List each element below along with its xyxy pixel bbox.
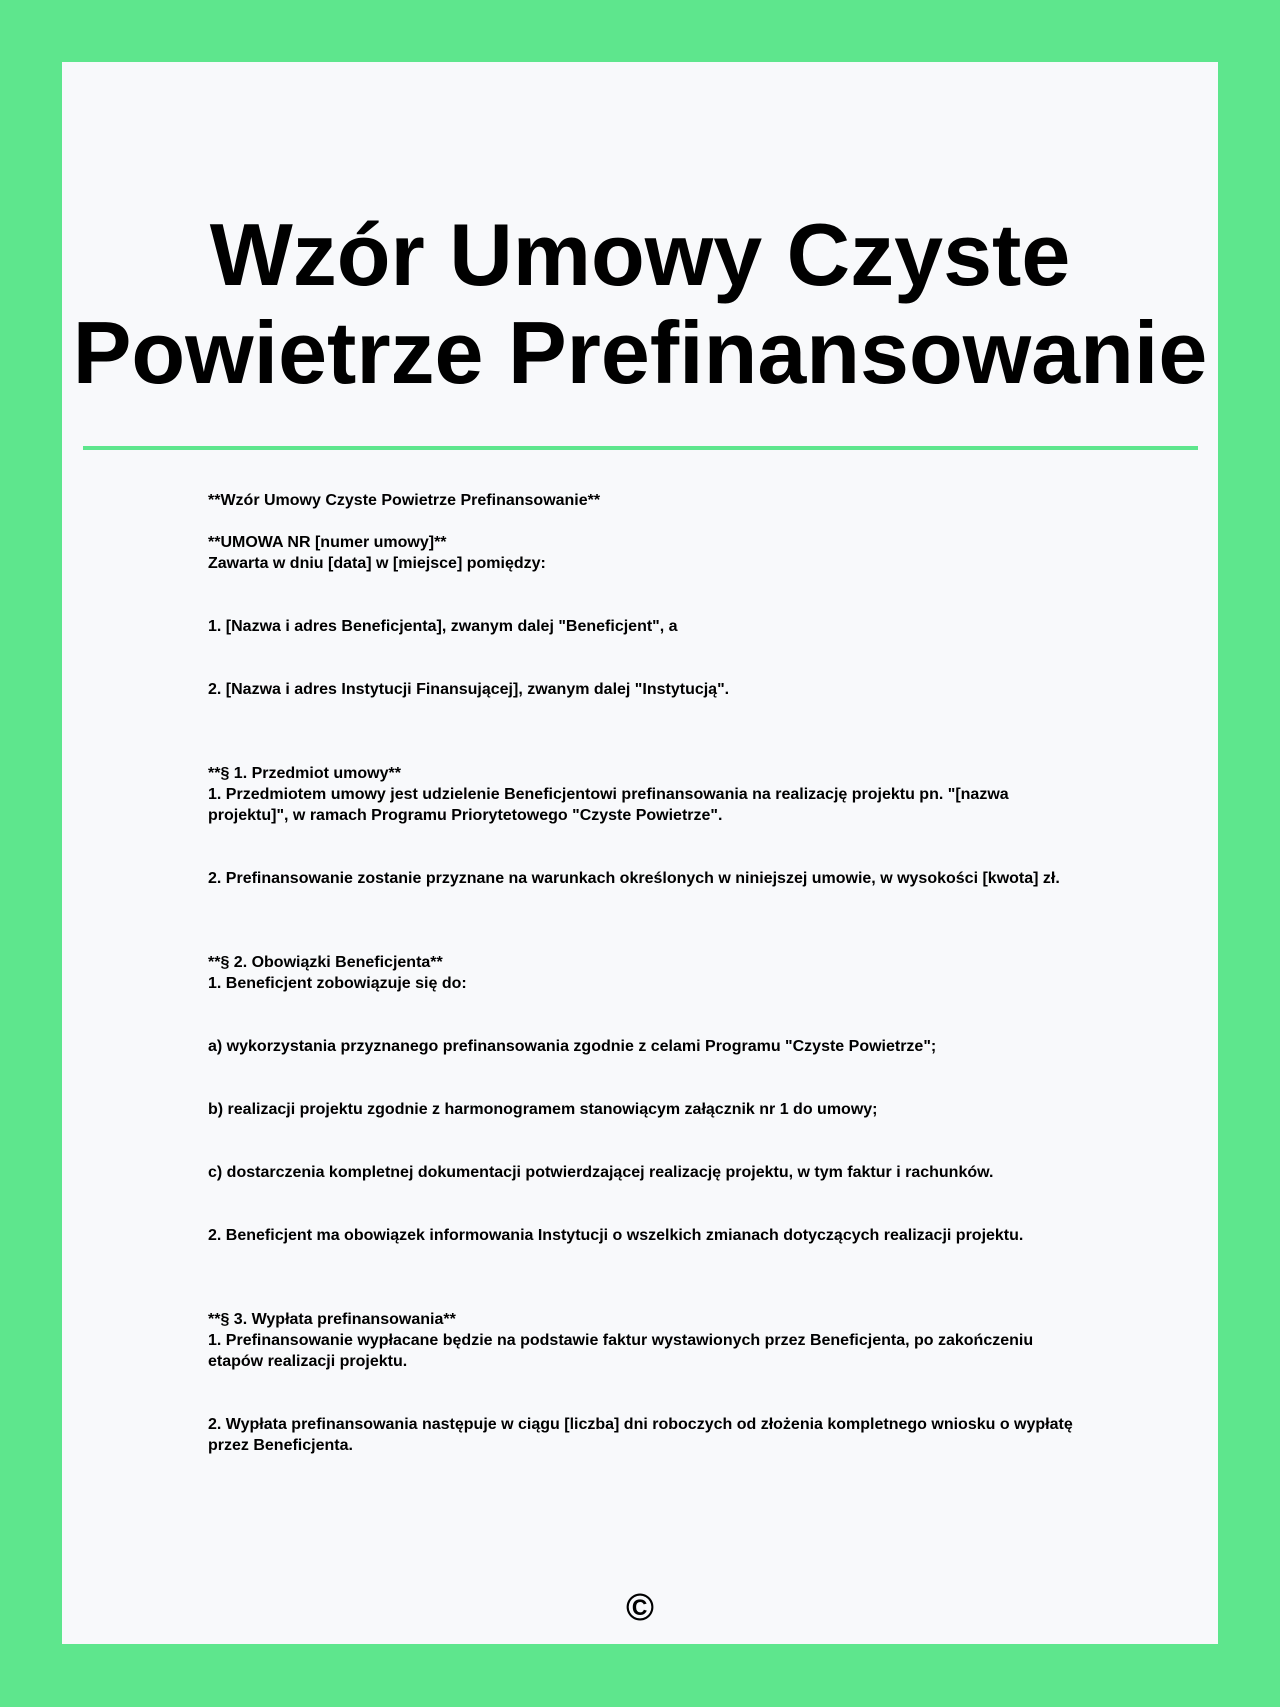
section-2-paragraph-1: 1. Beneficjent zobowiązuje się do: bbox=[208, 975, 467, 992]
body-heading: **Wzór Umowy Czyste Powietrze Prefinansowanie** bbox=[208, 492, 601, 509]
contract-number: **UMOWA NR [numer umowy]** bbox=[208, 534, 447, 551]
section-1-paragraph-2: 2. Prefinansowanie zostanie przyznane na warunkach określonych w niniejszej umowie, w wysokości [kwota] zł. bbox=[208, 870, 1060, 887]
section-1-title: **§ 1. Przedmiot umowy** bbox=[208, 765, 401, 782]
section-1-paragraph-1: 1. Przedmiotem umowy jest udzielenie Beneficjentowi prefinansowania na realizację projektu pn. "[nazwa projektu]", w ramach Programu Priorytetowego "Czyste Powietrze". bbox=[208, 786, 1009, 824]
section-2-paragraph-2: 2. Beneficjent ma obowiązek informowania Instytucji o wszelkich zmianach dotyczących realizacji projektu. bbox=[208, 1227, 1024, 1244]
title-line-1: Wzór Umowy Czyste bbox=[209, 205, 1071, 304]
document-title bbox=[0, 206, 1280, 402]
section-2-title: **§ 2. Obowiązki Beneficjenta** bbox=[208, 954, 443, 971]
title-line-2: Powietrze Prefinansowanie bbox=[72, 303, 1208, 402]
party-institution: 2. [Nazwa i adres Instytucji Finansującej], zwanym dalej "Instytucją". bbox=[208, 681, 730, 698]
title-divider bbox=[83, 446, 1198, 450]
section-2-item-b: b) realizacji projektu zgodnie z harmonogramem stanowiącym załącznik nr 1 do umowy; bbox=[208, 1101, 878, 1118]
section-3-title: **§ 3. Wypłata prefinansowania** bbox=[208, 1311, 456, 1328]
section-2-item-a: a) wykorzystania przyznanego prefinansowania zgodnie z celami Programu "Czyste Powietrze"; bbox=[208, 1038, 937, 1055]
copyright-icon: © bbox=[626, 1587, 654, 1629]
contract-concluded: Zawarta w dniu [data] w [miejsce] pomiędzy: bbox=[208, 555, 546, 572]
document-body bbox=[208, 490, 1088, 1456]
section-2-item-c: c) dostarczenia kompletnej dokumentacji potwierdzającej realizację projektu, w tym faktur i rachunków. bbox=[208, 1164, 994, 1181]
section-3-paragraph-1: 1. Prefinansowanie wypłacane będzie na podstawie faktur wystawionych przez Beneficjenta, po zakończeniu etapów realizacji projektu. bbox=[208, 1332, 1034, 1370]
section-3-paragraph-2: 2. Wypłata prefinansowania następuje w ciągu [liczba] dni roboczych od złożenia kompletnego wniosku o wypłatę przez Beneficjenta. bbox=[208, 1416, 1073, 1454]
party-beneficiary: 1. [Nazwa i adres Beneficjenta], zwanym dalej "Beneficjent", a bbox=[208, 618, 678, 635]
